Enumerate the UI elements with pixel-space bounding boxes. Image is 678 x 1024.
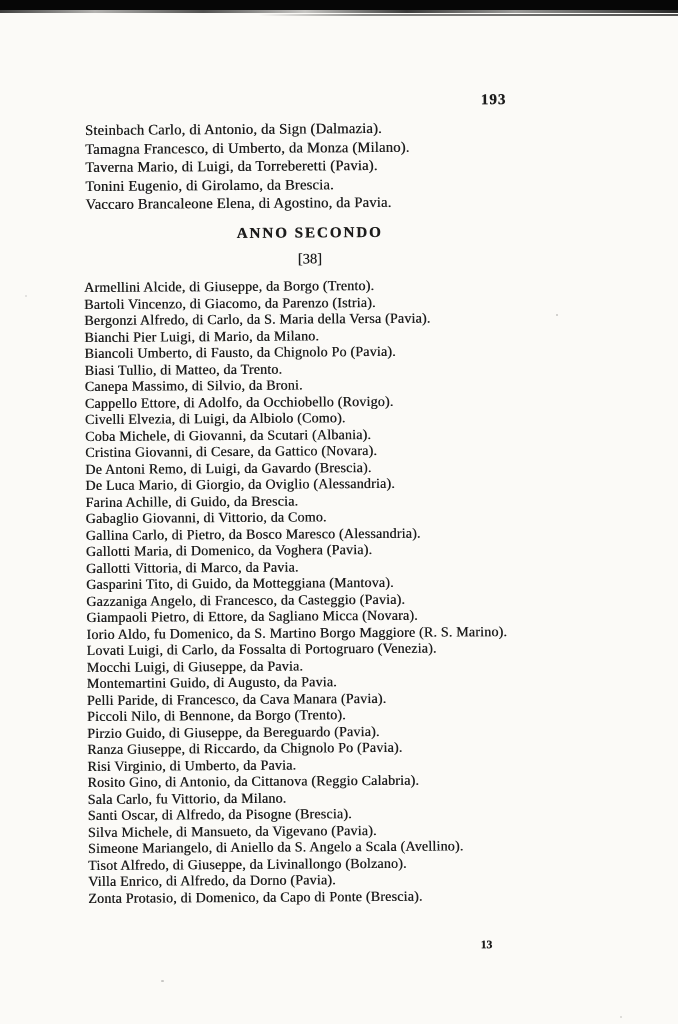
register-entry: Pelli Paride, di Francesco, da Cava Manara (Pavia). [86, 691, 387, 709]
register-entry: Bianchi Pier Luigi, di Mario, da Milano. [84, 328, 320, 346]
register-entry: Zonta Protasio, di Domenico, da Capo di Ponte (Brescia). [88, 889, 423, 907]
register-entry: Iorio Aldo, fu Domenico, da S. Martino Borgo Maggiore (R. S. Marino). [86, 624, 508, 643]
page-content [82, 0, 541, 1000]
register-entry: Ranza Giuseppe, di Riccardo, da Chignolo Po (Pavia). [87, 740, 403, 758]
register-entry: Lovati Luigi, di Carlo, da Fossalta di Portogruaro (Venezia). [86, 641, 437, 659]
scan-speck [556, 314, 558, 316]
register-entry: Tisot Alfredo, di Giuseppe, da Livinallongo (Bolzano). [87, 856, 407, 874]
register-entry: Tonini Eugenio, di Girolamo, da Brescia. [85, 176, 334, 195]
register-entry: Mocchi Luigi, di Giuseppe, da Pavia. [86, 658, 304, 676]
register-entry: Santi Oscar, di Alfredo, da Pisogne (Brescia). [87, 807, 352, 824]
register-entry: De Antoni Remo, di Luigi, da Gavardo (Brescia). [85, 460, 372, 478]
page-number: 193 [480, 92, 507, 109]
register-entry: Cappello Ettore, di Adolfo, da Occhiobello (Rovigo). [84, 394, 394, 412]
scan-speck [161, 980, 164, 982]
register-entry: Canepa Massimo, di Silvio, da Broni. [84, 378, 303, 395]
register-entry: Risi Virginio, di Umberto, da Pavia. [87, 758, 297, 775]
register-entry: Steinbach Carlo, di Antonio, da Sign (Dalmazia). [84, 120, 382, 139]
register-entry: Farina Achille, di Guido, da Brescia. [85, 494, 299, 511]
register-entry: Armellini Alcide, di Giuseppe, da Borgo (Trento). [83, 278, 375, 296]
register-entry: Piccoli Nilo, di Bennone, da Borgo (Trento). [86, 708, 346, 725]
register-entry: Gabaglio Giovanni, di Vittorio, da Como. [85, 510, 327, 527]
register-entry: Sala Carlo, fu Vittorio, da Milano. [87, 791, 287, 808]
register-entry: Rosito Gino, di Antonio, da Cittanova (Reggio Calabria). [87, 773, 420, 791]
register-entry: Coba Michele, di Giovanni, da Scutari (Albania). [84, 427, 372, 445]
register-entry: Cristina Giovanni, di Cesare, da Gattico (Novara). [85, 443, 378, 461]
register-entry: Biancoli Umberto, di Fausto, da Chignolo Po (Pavia). [84, 344, 396, 362]
previous-section-continuation-list [85, 120, 410, 215]
register-entry: Civelli Elvezia, di Luigi, da Albiolo (Como). [84, 411, 346, 428]
register-entry: Gallotti Vittoria, di Marco, da Pavia. [85, 560, 299, 577]
scan-speck [25, 295, 27, 297]
printer-signature-mark: 13 [480, 939, 493, 952]
register-entry: Bartoli Vincenzo, di Giacomo, da Parenzo (Istria). [84, 295, 376, 313]
register-entry: Montemartini Guido, di Augusto, da Pavia. [86, 675, 337, 692]
register-entry: Gallina Carlo, di Pietro, da Bosco Maresco (Alessandria). [85, 526, 421, 544]
register-entry: Silva Michele, di Mansueto, da Vigevano (Pavia). [87, 823, 377, 841]
register-entry: Tamagna Francesco, di Umberto, da Monza (Milano). [84, 139, 410, 158]
register-entry: Biasi Tullio, di Matteo, da Trento. [84, 362, 283, 379]
anno-secondo-student-list [84, 278, 509, 908]
scan-speck [620, 1016, 622, 1018]
register-entry: Gasparini Tito, di Guido, da Motteggiana (Mantova). [86, 575, 394, 593]
register-entry: Simeone Mariangelo, di Aniello da S. Angelo a Scala (Avellino). [87, 839, 464, 857]
section-entry-count: [38] [297, 251, 322, 268]
register-entry: Taverna Mario, di Luigi, da Torreberetti (Pavia). [85, 157, 378, 176]
register-entry: Giampaoli Pietro, di Ettore, da Sagliano Micca (Novara). [86, 608, 418, 626]
register-entry: Bergonzi Alfredo, di Carlo, da S. Maria della Versa (Pavia). [84, 311, 431, 329]
register-entry: Villa Enrico, di Alfredo, da Dorno (Pavia). [88, 873, 336, 890]
register-entry: Pirzio Guido, di Giuseppe, da Bereguardo (Pavia). [87, 724, 380, 742]
register-entry: Gallotti Maria, di Domenico, da Voghera (Pavia). [85, 542, 373, 560]
section-heading: ANNO SECONDO [236, 224, 383, 242]
register-entry: Vaccaro Brancaleone Elena, di Agostino, da Pavia. [85, 194, 392, 213]
register-entry: De Luca Mario, di Giorgio, da Oviglio (Alessandria). [85, 476, 395, 494]
register-entry: Gazzaniga Angelo, di Francesco, da Casteggio (Pavia). [86, 592, 406, 610]
